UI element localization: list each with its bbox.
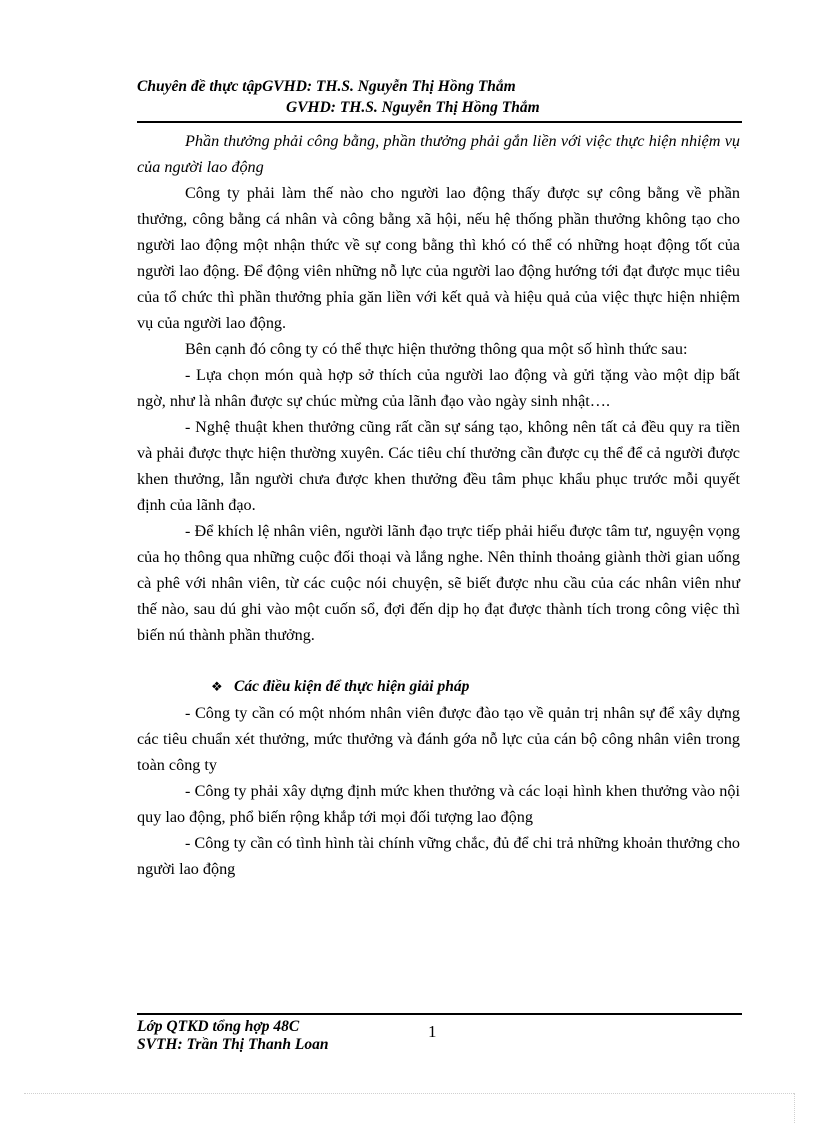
header-line-2: GVHD: TH.S. Nguyễn Thị Hồng Thắm	[286, 99, 540, 116]
header-line-1: Chuyên đề thực tậpGVHD: TH.S. Nguyễn Thị Hồng Thắm	[137, 78, 516, 95]
footer-divider	[137, 1013, 742, 1015]
paragraph-fairness-explanation: Công ty phải làm thế nào cho người lao động thấy được sự công bằng về phần thưởng, công bằng cá nhân và công bằng xã hội, nếu hệ thống phần thưởng không tạo cho người lao động một nhận thức về sự cong bằng thì khó có thể có những hoạt động tốt của người lao động. Để động viên những nỗ lực của người lao động hướng tới đạt được mục tiêu của tổ chức thì phần thưởng phỉa găn liền với kết quả và hiệu quả của việc thực hiện nhiệm vụ của người lao động.	[137, 184, 740, 332]
page-header	[137, 76, 742, 118]
footer-class-line: Lớp QTKD tổng hợp 48C	[137, 1018, 300, 1035]
paragraph-reward-forms-intro: Bên cạnh đó công ty có thể thực hiện thưởng thông qua một số hình thức sau:	[185, 340, 688, 358]
paragraph-condition-finance: - Công ty cần có tình hình tài chính vững chắc, đủ để chi trả những khoản thưởng cho người lao động	[137, 834, 741, 878]
paragraph-reward-fairness: Phần thưởng phải công bằng, phần thưởng phải gắn liền với việc thực hiện nhiệm vụ của người lao động	[137, 132, 740, 176]
page-edge-marker	[24, 1093, 794, 1094]
paragraph-gift-selection: - Lựa chọn món quà hợp sở thích của người lao động và gửi tặng vào một dịp bất ngờ, như là nhân được sự chúc mừng của lãnh đạo vào ngày sinh nhật….	[137, 366, 740, 410]
page-edge-marker-vertical	[794, 1093, 795, 1123]
section-heading-text: Các điều kiện để thực hiện giải pháp	[234, 678, 470, 695]
paragraph-condition-rules: - Công ty phải xây dựng định mức khen thưởng và các loại hình khen thưởng vào nội quy lao động, phổ biến rộng khắp tới mọi đối tượng lao động	[137, 782, 740, 826]
document-body	[137, 128, 740, 882]
footer-student-line: SVTH: Trần Thị Thanh Loan	[137, 1036, 329, 1053]
page-number: 1	[428, 1022, 437, 1041]
diamond-bullet-icon: ❖	[211, 679, 223, 694]
section-heading	[137, 674, 740, 700]
paragraph-condition-training: - Công ty cần có một nhóm nhân viên được đào tạo về quản trị nhân sự để xây dựng các tiêu chuẩn xét thưởng, mức thưởng và đánh gớa nỗ lực của cán bộ công nhân viên trong toàn công ty	[137, 704, 740, 774]
paragraph-spacer	[137, 648, 740, 674]
paragraph-encourage-staff: - Để khích lệ nhân viên, người lãnh đạo trực tiếp phải hiểu được tâm tư, nguyện vọng của họ thông qua những cuộc đối thoại và lắng nghe. Nên thỉnh thoảng giành thời gian uống cà phê với nhân viên, từ các cuộc nói chuyện, sẽ biết được nhu cầu của các nhân viên như thế nào, sau dú ghi vào một cuốn sổ, đợi đến dịp họ đạt được thành tích trong công việc thì biến nú thành phần thưởng.	[137, 522, 740, 644]
page-footer	[137, 1018, 742, 1054]
header-divider	[137, 121, 742, 123]
paragraph-reward-art: - Nghệ thuật khen thưởng cũng rất cần sự sáng tạo, không nên tất cả đều quy ra tiền và phải được thực hiện thường xuyên. Các tiêu chí thưởng cần được cụ thể để cả người được khen thưởng, lẫn người chưa được khen thưởng đều tâm phục khẩu phục trước mỗi quyết định của lãnh đạo.	[137, 418, 740, 514]
